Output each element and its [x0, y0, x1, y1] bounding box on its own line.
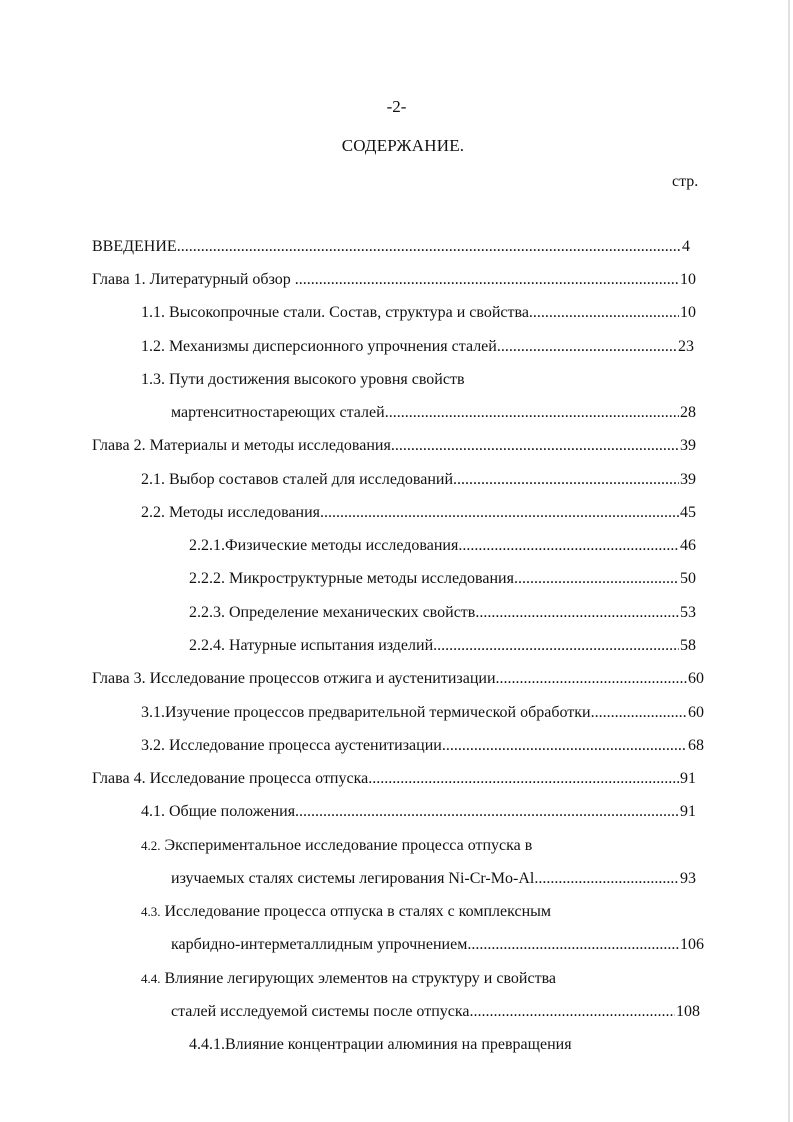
- toc-entry-4-3-line2[interactable]: карбидно-интерметаллидным упрочнением ..... 106: [171, 934, 704, 956]
- toc-entry-chapter-4[interactable]: Глава 4. Исследование процесса отпуска ..... 91: [92, 768, 696, 790]
- page-title: СОДЕРЖАНИЕ.: [341, 136, 465, 155]
- toc-entry-introduction[interactable]: ВВЕДЕНИЕ ..... 4: [92, 236, 690, 258]
- toc-entry-chapter-2[interactable]: Глава 2. Материалы и методы исследования ..... 39: [92, 435, 696, 457]
- toc-entry-4-4-line2[interactable]: сталей исследуемой системы после отпуска ..... 108: [171, 1001, 700, 1023]
- toc-entry-2-2-3[interactable]: 2.2.3. Определение механических свойств ..... 53: [189, 602, 696, 624]
- toc-entry-4-2-line1[interactable]: 4.2. Экспериментальное исследование процесса отпуска в: [141, 837, 533, 854]
- toc-entry-1-2[interactable]: 1.2. Механизмы дисперсионного упрочнения сталей ..... 23: [141, 336, 694, 358]
- toc-entry-4-3-line1[interactable]: 4.3. Исследование процесса отпуска в сталях с комплексным: [141, 903, 552, 920]
- toc-entry-chapter-3[interactable]: Глава 3. Исследование процессов отжига и аустенитизации ..... 60: [92, 668, 704, 690]
- toc-entry-1-3-line2[interactable]: мартенситностареющих сталей ..... 28: [171, 402, 696, 424]
- toc-entry-3-1[interactable]: 3.1.Изучение процессов предварительной термической обработки ..... 60: [141, 702, 704, 724]
- toc-entry-4-1[interactable]: 4.1. Общие положения ..... 91: [141, 801, 696, 823]
- toc-entry-4-4-line1[interactable]: 4.4. Влияние легирующих элементов на структуру и свойства: [141, 970, 557, 987]
- toc-entry-1-3-line1[interactable]: 1.3. Пути достижения высокого уровня свойств: [141, 371, 465, 388]
- toc-entry-4-4-1[interactable]: 4.4.1.Влияние концентрации алюминия на превращения: [189, 1036, 572, 1053]
- page-number: -2-: [386, 97, 407, 116]
- page-column-label: стр.: [672, 173, 699, 190]
- toc-entry-2-2[interactable]: 2.2. Методы исследования ..... 45: [141, 502, 696, 524]
- toc-entry-1-1[interactable]: 1.1. Высокопрочные стали. Состав, структура и свойства ..... 10: [141, 302, 696, 324]
- scan-edge-line: [788, 0, 790, 1122]
- toc-entry-3-2[interactable]: 3.2. Исследование процесса аустенитизации ..... 68: [141, 735, 704, 757]
- toc-entry-4-2-line2[interactable]: изучаемых сталях системы легирования Ni-Cr-Mo-Al ..... 93: [171, 868, 696, 890]
- toc-entry-2-2-4[interactable]: 2.2.4. Натурные испытания изделий ..... 58: [189, 635, 696, 657]
- toc-entry-2-2-1[interactable]: 2.2.1.Физические методы исследования ..... 46: [189, 535, 696, 557]
- toc-entry-2-1[interactable]: 2.1. Выбор составов сталей для исследований ..... 39: [141, 469, 696, 491]
- toc-entry-2-2-2[interactable]: 2.2.2. Микроструктурные методы исследования ..... 50: [189, 568, 696, 590]
- toc-entry-chapter-1[interactable]: Глава 1. Литературный обзор ..... 10: [92, 269, 696, 291]
